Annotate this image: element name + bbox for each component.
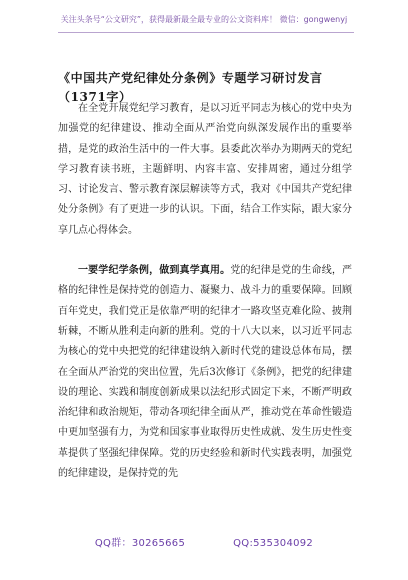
document-body [58, 99, 352, 484]
page-header: 关注头条号“公文研究”，获得最新最全最专业的公文资料库！ 微信：gongwenyj [60, 15, 348, 24]
page-footer [0, 534, 408, 549]
paragraph-intro: 在全党开展党纪学习教育，是以习近平同志为核心的党中央为加强党的纪律建设、推动全面从严治党向纵深发展作出的重要举措，是党的政治生活中的一件大事。县委此次举办为期两天的党纪学习教育读书班，主题鲜明、内容丰富、安排周密，通过分组学习、讨论发言、警示教育深层解读等方式，我对《中国共产党纪律处分条例》有了更进一步的认识。下面，结合工作实际，跟大家分享几点心得体会。 [58, 103, 352, 236]
document-title: 《中国共产党纪律处分条例》专题学习研讨发言（1371字） [58, 71, 323, 104]
section-body: 党的纪律是党的生命线，严格的纪律性是保持党的创造力、凝聚力、战斗力的重要保障。回顾百年党史，我们党正是依靠严明的纪律才一路攻坚克难化险、披荆斩棘，不断从胜利走向新的胜利。党的十八大以来，以习近平同志为核心的党中央把党的纪律建设纳入新时代党的建设总体布局，摆在全面从严治党的突出位置，先后3次修订《条例》，把党的纪律建设的理论、实践和制度创新成果以法纪形式固定下来，不断严明政治纪律和政治规矩，带动各项纪律全面从严，推动党在革命性锻造中更加坚强有力，为党和国家事业取得历史性成就、发生历史性变革提供了坚强纪律保障。党的历史经验和新时代实践表明，加强党的纪律建设，是保持党的先 [58, 265, 353, 480]
header-divider [58, 32, 354, 33]
qq-number: QQ:535304092 [233, 538, 314, 549]
paragraph-section-one [58, 261, 352, 484]
qq-group-number: QQ群：30265665 [94, 538, 186, 549]
section-heading: 一要学纪学条例，做到真学真用。 [78, 265, 231, 277]
